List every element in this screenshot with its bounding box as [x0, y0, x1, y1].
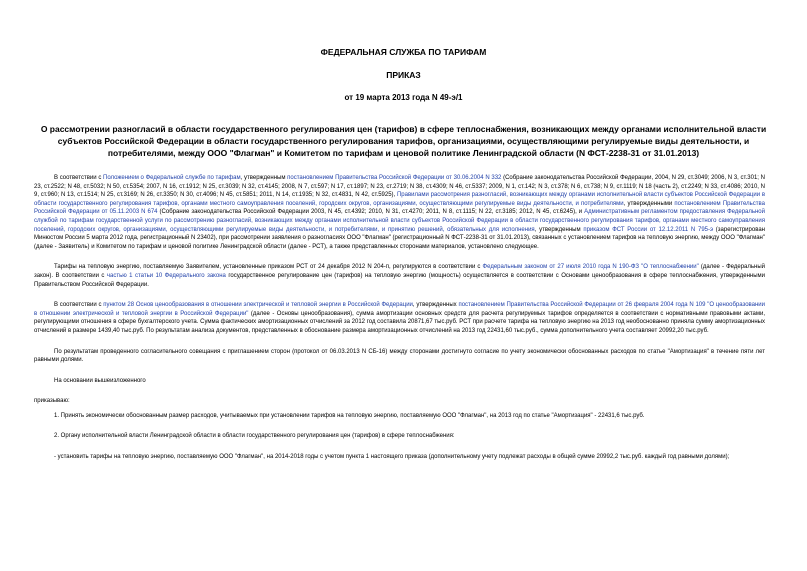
- text-span: , утвержденных: [412, 302, 459, 309]
- link-article-10[interactable]: частью 1 статьи 10 Федерального закона: [106, 272, 226, 279]
- link-admin-regulation[interactable]: Административным регламентом предоставления Федеральной службой по тарифам государственной услуги по рассмотрению разногласий, возникающих между органами исполнительной власти субъектов Российской Федерации в области государственного регулирования тарифов, органами местного самоуправления поселений, городских округов, организациями, осуществляющими регулируемые виды деятельности, и потребителями, и принятию решений, обязательных для исполнения: [34, 209, 765, 233]
- link-dispute-rules[interactable]: Правилами рассмотрения разногласий, возникающих между органами исполнительной власти субъектов Российской Федерации в области государственного регулирования тарифов, органами местного самоуправления поселений, городских округов, организациями, осуществляющими регулируемые виды деятельности, и потребителями: [34, 192, 766, 207]
- paragraph-basis: На основании вышеизложенного: [54, 377, 146, 384]
- paragraph-preamble: [34, 174, 765, 251]
- text-span: (Собрание законодательства Российской Федерации, 2004, N 29, ст.3049; 2006, N 3, ст.301; N 23, ст.2522; N 48, ст.5032; N 50, ст.5354; 2007, N 16, ст.1912; N 25, ст.3039; N 32, ст.4145; 2008, N 7, ст.597; N 17, ст.1897; N 23, ст.2719; N 38, ст.4309; N 46, ст.5337; 2009, N 1, ст.142; N 3, ст.378; N 6, ст.738; N 9, ст.1119; N 18 (часть 2), ст.2249; N 33, ст.4086; 2010, N 9, ст.960; N 13, ст.1514; N 25, ст.3169; N 26, ст.3350; N 30, ст.4096; N 45, ст.5851; 2011, N 14, ст.1935; N 32, ст.4831, N 42, ст.5925),: [34, 175, 765, 199]
- link-order-795[interactable]: приказом ФСТ России от 12.12.2011 N 795-э: [583, 226, 714, 233]
- link-resolution-674[interactable]: постановлением Правительства Российской Федерации от 05.11.2003 N 674: [34, 200, 765, 216]
- agency-heading: ФЕДЕРАЛЬНАЯ СЛУЖБА ПО ТАРИФАМ: [320, 47, 487, 57]
- text-span: , утвержденным: [534, 226, 584, 233]
- paragraph-item-2: 2. Органу исполнительной власти Ленинградской области в области государственного регулирования цен (тарифов) в сфере теплоснабжения:: [54, 433, 455, 440]
- paragraph-item-2-sub: - установить тарифы на тепловую энергию, поставляемую ООО "Флагман", на 2014-2018 годы с учетом пункта 1 настоящего приказа (дополнительному учету подлежат расходы в общей сумме 20992,2 тыс.руб. каждый год равными долями);: [54, 454, 730, 461]
- paragraph-tariffs: [34, 263, 765, 289]
- text-span: Тарифы на тепловую энергию, поставляемую Заявителем, установленные приказом РСТ от 24 декабря 2012 N 204-п, регулируются в соответствии с: [54, 264, 483, 271]
- link-federal-law-190[interactable]: Федеральным законом от 27 июля 2010 года N 190-ФЗ "О теплоснабжении": [482, 264, 699, 271]
- text-span: (далее - Федеральный закон). В соответствии с: [34, 264, 765, 279]
- text-span: В соответствии с: [54, 175, 104, 181]
- link-resolution-332[interactable]: постановлением Правительства Российской Федерации от 30.06.2004 N 332: [287, 175, 502, 181]
- paragraph-agreement: По результатам проведенного согласительного совещания с приглашением сторон (протокол от 06.03.2013 N СБ-16) между сторонами достигнуто согласие по учету экономически обоснованных расходов по статье "Амортизация" в течение пяти лет равными долями.: [34, 348, 765, 364]
- text-span: , утвержденными: [623, 200, 675, 207]
- link-point-28[interactable]: пунктом 28 Основ ценообразования в отношении электрической и тепловой энергии в Российской Федерации: [103, 302, 413, 309]
- document-title: О рассмотрении разногласий в области государственного регулирования цен (тарифов) в сфере теплоснабжения, возникающих между органами исполнительной власти субъектов Российской Федерации в области государственного регулирования тарифов, организациями, осуществляющими регулируемые виды деятельности, и потребителями, между ООО "Флагман" и Комитетом по тарифам и ценовой политике Ленинградской области (N ФСТ-2238-31 от 31.01.2013): [40, 124, 767, 158]
- link-resolution-109[interactable]: постановлением Правительства Российской Федерации от 26 февраля 2004 года N 109 "О ценообразовании в отношении электрической и тепловой энергии в Российской Федерации": [34, 302, 766, 317]
- link-regulation-fst[interactable]: Положением о Федеральной службе по тарифам: [103, 175, 241, 181]
- paragraph-item-1: 1. Принять экономически обоснованным размер расходов, учитываемых при установлении тарифов на тепловую энергию, поставляемую ООО "Флагман", на 2013 год по статье "Амортизация" - 22431,6 тыс.руб.: [54, 412, 645, 419]
- document-body: [34, 174, 765, 468]
- doc-type-heading: ПРИКАЗ: [386, 70, 421, 80]
- text-span: (Собрание законодательства Российской Федерации 2003, N 45, ст.4392; 2010, N 31, ст.4270; 2011, N 8, ст.1115; N 22, ст.3185; 2012, N 45, ст.6245), и: [157, 209, 585, 216]
- paragraph-order: приказываю:: [34, 398, 70, 405]
- text-span: В соответствии с: [54, 302, 104, 309]
- text-span: (зарегистрирован Минюстом России 5 марта 2012 года, регистрационный N 23402), при рассмотрении заявления о разногласиях ООО "Флагман" (регистрационный N ФСТ-2238-31 от 31.01.2013), связанных с установлением тарифов на тепловую энергию, между ООО "Флагман" (далее - Заявитель) и Комитетом по тарифам и ценовой политике Ленинградской области (далее - РСТ), а также представленных сторонами материалов, установлено следующее.: [34, 226, 765, 250]
- text-span: (далее - Основы ценообразования), сумма амортизации основных средств для расчета регулируемых тарифов определяется в соответствии с нормативными правовыми актами, регулирующими отношения в сфере бухгалтерского учета. Сумма фактических амортизационных отчислений за 2012 год составила 20871,67 тыс.руб. РСТ при расчете тарифа на тепловую энергию на 2013 год необоснованно приняла сумму амортизационных отчислений в размере 1439,40 тыс.руб. По результатам анализа документов, представленных в обоснование размера амортизационных отчислений на 2013 год 22431,60 тыс.руб., сумма дополнительного учета составляет 20992,20 тыс.руб.: [34, 310, 765, 334]
- text-span: , утвержденным: [240, 175, 288, 181]
- text-span: государственное регулирование цен (тарифов) на тепловую энергию (мощность) осуществляется в соответствии с Основами ценообразования в сфере теплоснабжения, утвержденными Правительством Российской Федерации.: [34, 272, 766, 288]
- paragraph-amortization: [34, 301, 765, 335]
- date-number-heading: от 19 марта 2013 года N 49-э/1: [344, 93, 463, 102]
